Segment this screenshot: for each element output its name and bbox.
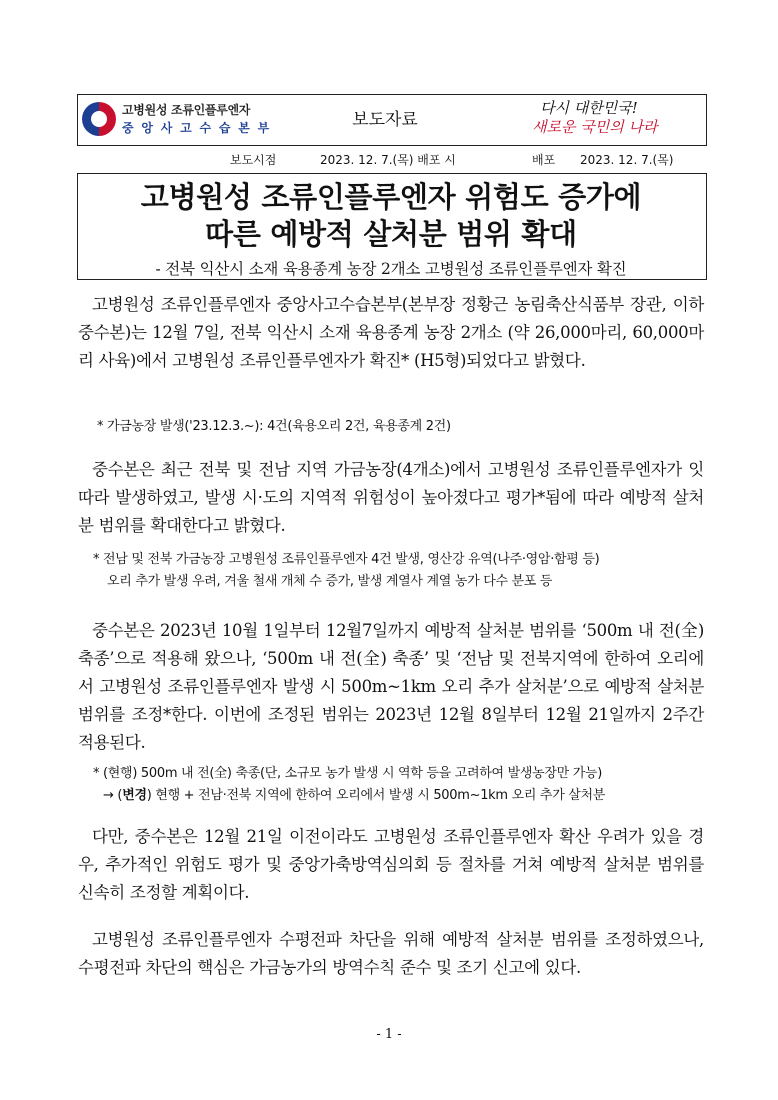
headline — [77, 179, 705, 253]
paragraph-4: 다만, 중수본은 12월 21일 이전이라도 고병원성 조류인플루엔자 확산 우려가 있을 경우, 추가적인 위험도 평가 및 중앙가축방역심의회 등 절차를 거쳐 예방적 살처분 범위를 신속히 조정할 계획이다. — [78, 827, 704, 902]
subheadline: - 전북 익산시 소재 육용종계 농장 2개소 고병원성 조류인플루엔자 확진 — [155, 260, 627, 278]
press-release-label: 보도자료 — [352, 110, 418, 130]
paragraph-3: 중수본은 2023년 10월 1일부터 12월7일까지 예방적 살처분 범위를 ‘500m 내 전(全) 축종’으로 적용해 왔으나, ‘500m 내 전(全) 축종’ 및 ‘전남 및 전북지역에 한하여 오리에서 고병원성 조류인플루엔자 발생 시 500m~1km 오리 추가 살처분’으로 예방적 살처분 범위를 조정*한다. 이번에 조정된 범위는 2023년 12월 8일부터 12월 21일까지 2주간 적용된다. — [78, 621, 704, 752]
paragraph-2-note-2: 오리 추가 발생 우려, 겨울 철새 개체 수 증가, 발생 계열사 계열 농가 다수 분포 등 — [107, 574, 553, 589]
paragraph-1: 고병원성 조류인플루엔자 중앙사고수습본부(본부장 정황근 농림축산식품부 장관, 이하 중수본)는 12월 7일, 전북 익산시 소재 육용종계 농장 2개소 (약 26,000마리, 60,000마리 사육)에서 고병원성 조류인플루엔자가 확진* (H5형)되었다고 밝혔다. — [78, 295, 704, 370]
release-time-value: 2023. 12. 7.(목) 배포 시 — [320, 153, 456, 167]
logo-org-subname: 중 앙 사 고 수 습 본 부 — [122, 121, 271, 135]
ministry-logo — [82, 100, 272, 138]
paragraph-1-note: * 가금농장 발생('23.12.3.~): 4건(육용오리 2건, 육용종계 2건) — [97, 419, 451, 434]
note-arrow: → ( — [103, 788, 123, 803]
paragraph-3-note-2 — [103, 785, 605, 807]
taegeuk-emblem-icon — [82, 102, 116, 136]
note-change-label: 변경 — [122, 788, 147, 803]
release-time-label: 보도시점 — [230, 153, 277, 167]
page-number: - 1 - — [376, 1027, 402, 1042]
paragraph-2: 중수본은 최근 전북 및 전남 지역 가금농장(4개소)에서 고병원성 조류인플루엔자가 잇따라 발생하였고, 발생 시·도의 지역적 위험성이 높아졌다고 평가*됨에 따라 예방적 살처분 범위를 확대한다고 밝혔다. — [78, 460, 704, 535]
government-slogan — [530, 96, 700, 142]
paragraph-2-note-1: * 전남 및 전북 가금농장 고병원성 조류인플루엔자 4건 발생, 영산강 유역(나주·영암·함평 등) — [93, 552, 600, 567]
slogan-line-2: 새로운 국민의 나라 — [532, 118, 658, 136]
headline-line-2: 따른 예방적 살처분 범위 확대 — [205, 217, 577, 251]
logo-org-name: 고병원성 조류인플루엔자 — [122, 103, 251, 117]
slogan-line-1: 다시 대한민국! — [540, 99, 638, 117]
distribution-label: 배포 — [532, 153, 556, 167]
distribution-value: 2023. 12. 7.(목) — [580, 153, 674, 167]
paragraph-3-note-1: * (현행) 500m 내 전(全) 축종(단, 소규모 농가 발생 시 역학 등을 고려하여 발생농장만 가능) — [93, 766, 603, 781]
paragraph-5: 고병원성 조류인플루엔자 수평전파 차단을 위해 예방적 살처분 범위를 조정하였으나, 수평전파 차단의 핵심은 가금농가의 방역수칙 준수 및 조기 신고에 있다. — [78, 930, 704, 977]
headline-line-1: 고병원성 조류인플루엔자 위험도 증가에 — [140, 180, 642, 214]
note-change-text: ) 현행 + 전남·전북 지역에 한하여 오리에서 발생 시 500m~1km 오리 추가 살처분 — [146, 788, 606, 803]
